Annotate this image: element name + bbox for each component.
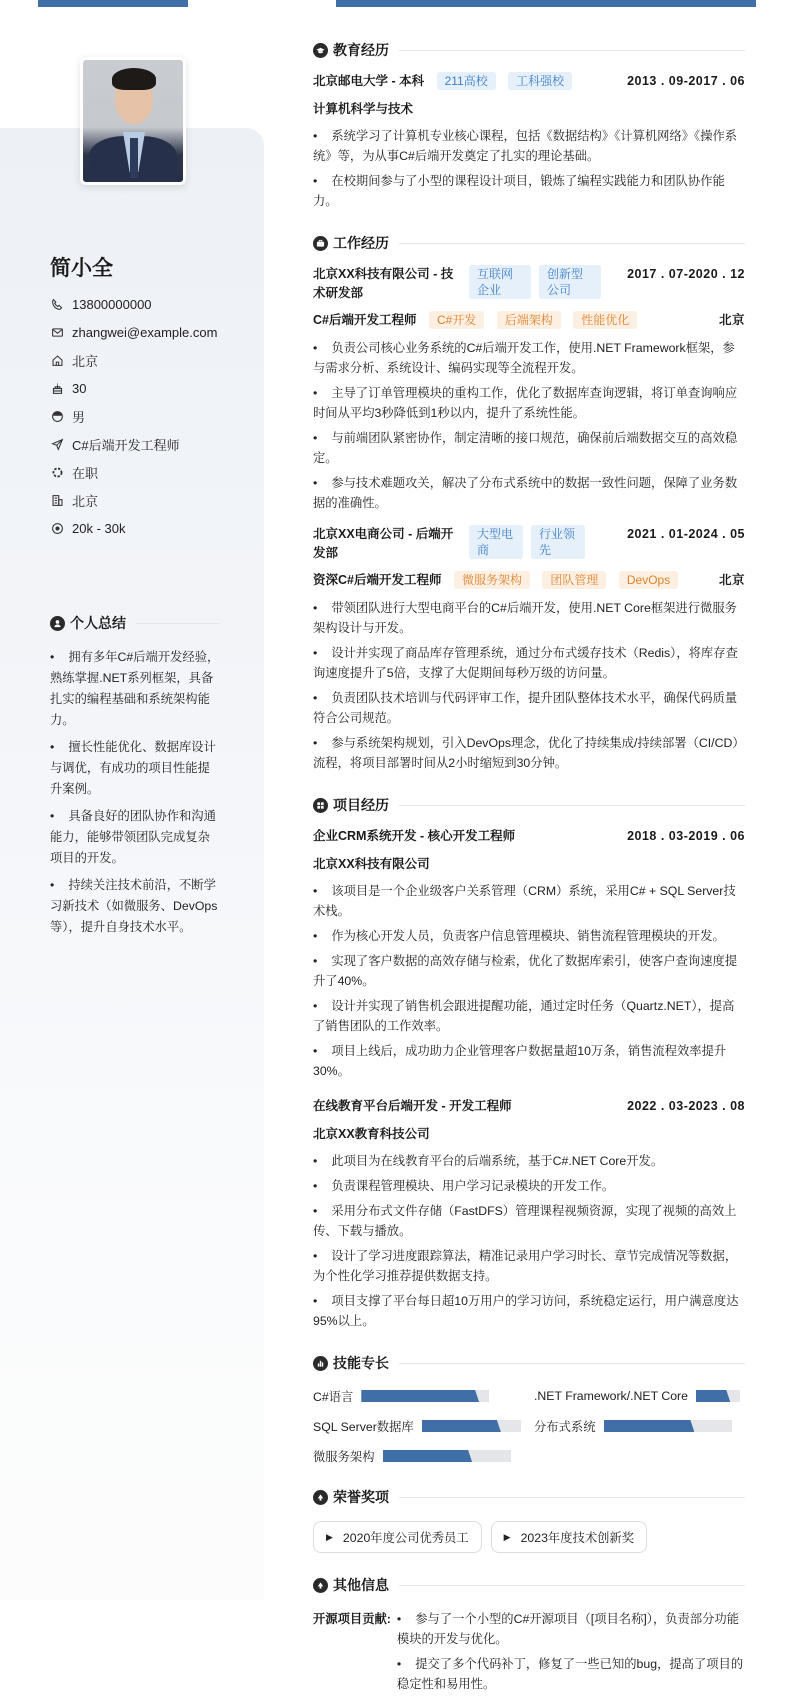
detail-item: • 作为核心开发人员，负责客户信息管理模块、销售流程管理模块的开发。 xyxy=(313,926,745,946)
bar-chart-icon xyxy=(313,1356,328,1371)
project-details xyxy=(313,881,745,1081)
skill-tag: DevOps xyxy=(619,571,678,589)
summary-item: • 拥有多年C#后端开发经验，熟练掌握.NET系列框架，具备扎实的编程基础和系统架构能力。 xyxy=(50,647,220,731)
project-details xyxy=(313,1151,745,1331)
detail-item: • 主导了订单管理模块的重构工作，优化了数据库查询逻辑，将订单查询响应时间从平均3秒降低到1秒以内，提升了系统性能。 xyxy=(313,383,745,423)
status-icon xyxy=(50,465,64,479)
detail-item: • 参与了一个小型的C#开源项目（[项目名称]），负责部分功能模块的开发与优化。 xyxy=(397,1609,745,1649)
summary-item: • 具备良好的团队协作和沟通能力，能够带领团队完成复杂项目的开发。 xyxy=(50,806,220,869)
divider xyxy=(399,243,745,244)
detail-item: • 项目上线后，成功助力企业管理客户数据量超10万条，销售流程效率提升30%。 xyxy=(313,1041,745,1081)
work-location: 北京 xyxy=(718,313,745,327)
open-source-contributions xyxy=(313,1609,745,1699)
detail-item: • 负责公司核心业务系统的C#后端开发工作，使用.NET Framework框架，参与需求分析、系统设计、编码实现等全流程开发。 xyxy=(313,338,745,378)
awards-section xyxy=(313,1487,745,1553)
work-entry xyxy=(313,265,745,513)
send-icon xyxy=(50,437,64,451)
work-section xyxy=(313,233,745,773)
skill-bar xyxy=(696,1390,740,1402)
work-details xyxy=(313,598,745,773)
skills-section xyxy=(313,1353,745,1465)
other-section xyxy=(313,1575,745,1699)
award-item[interactable]: ▶ 2020年度公司优秀员工 xyxy=(313,1521,482,1553)
work-details xyxy=(313,338,745,513)
home-icon xyxy=(50,353,64,367)
divider xyxy=(399,805,745,806)
accent-bar-left xyxy=(38,0,188,7)
salary-icon xyxy=(50,521,64,535)
detail-item: • 提交了多个代码补丁，修复了一些已知的bug，提高了项目的稳定性和易用性。 xyxy=(397,1654,745,1694)
detail-item: • 该项目是一个企业级客户关系管理（CRM）系统，采用C# + SQL Server技术栈。 xyxy=(313,881,745,921)
education-section xyxy=(313,40,745,211)
other-label: 开源项目贡献: xyxy=(313,1612,391,1626)
skill-item: 微服务架构 xyxy=(313,1447,524,1465)
contact-age: 30 xyxy=(50,374,250,402)
skill-item: 分布式系统 xyxy=(534,1417,745,1435)
contact-gender: 男 xyxy=(50,402,250,430)
skill-tag: C#开发 xyxy=(429,311,484,329)
divider xyxy=(399,1497,745,1498)
job-title: 资深C#后端开发工程师 xyxy=(313,573,442,587)
education-date: 2013 . 09-2017 . 06 xyxy=(627,74,745,88)
briefcase-icon xyxy=(313,236,328,251)
work-date: 2017 . 07-2020 . 12 xyxy=(627,267,745,281)
summary-section xyxy=(50,613,220,944)
skill-tag: 微服务架构 xyxy=(454,571,530,589)
skill-bar xyxy=(361,1390,489,1402)
skills-grid xyxy=(313,1387,745,1465)
award-item[interactable]: ▶ 2023年度技术创新奖 xyxy=(491,1521,647,1553)
detail-item: • 与前端团队紧密协作，制定清晰的接口规范，确保前后端数据交互的高效稳定。 xyxy=(313,428,745,468)
user-icon xyxy=(50,616,65,631)
detail-item: • 参与系统架构规划，引入DevOps理念，优化了持续集成/持续部署（CI/CD）流程，将项目部署时间从2小时缩短到30分钟。 xyxy=(313,733,745,773)
summary-header: 个人总结 xyxy=(50,613,220,633)
awards-header: 荣誉奖项 xyxy=(313,1487,745,1507)
awards-list xyxy=(313,1521,745,1553)
company-name: 北京XX电商公司 - 后端开发部 xyxy=(313,527,454,560)
school-tag: 工科强校 xyxy=(508,72,572,90)
project-entry xyxy=(313,827,745,1081)
skills-header: 技能专长 xyxy=(313,1353,745,1373)
projects-header: 项目经历 xyxy=(313,795,745,815)
school-name: 北京邮电大学 - 本科 xyxy=(313,74,425,88)
divider xyxy=(399,1363,745,1364)
work-header: 工作经历 xyxy=(313,233,745,253)
project-name: 在线教育平台后端开发 - 开发工程师 xyxy=(313,1099,512,1113)
detail-item: • 采用分布式文件存储（FastDFS）管理课程视频资源，实现了视频的高效上传、下载与播放。 xyxy=(313,1201,745,1241)
school-tag: 211高校 xyxy=(437,72,496,90)
contact-status: 在职 xyxy=(50,458,250,486)
contact-phone: 13800000000 xyxy=(50,290,250,318)
project-date: 2018 . 03-2019 . 06 xyxy=(627,829,745,843)
other-header: 其他信息 xyxy=(313,1575,745,1595)
project-company: 北京XX科技有限公司 xyxy=(313,857,430,871)
contact-city: 北京 xyxy=(50,486,250,514)
detail-item: • 设计并实现了销售机会跟进提醒功能，通过定时任务（Quartz.NET），提高了销售团队的工作效率。 xyxy=(313,996,745,1036)
contact-salary: 20k - 30k xyxy=(50,514,250,542)
divider xyxy=(399,1585,745,1586)
detail-item: • 负责课程管理模块、用户学习记录模块的开发工作。 xyxy=(313,1176,745,1196)
divider xyxy=(399,50,745,51)
skill-item: SQL Server数据库 xyxy=(313,1417,524,1435)
trophy-icon xyxy=(313,1490,328,1505)
detail-item: • 带领团队进行大型电商平台的C#后端开发，使用.NET Core框架进行微服务架构设计与开发。 xyxy=(313,598,745,638)
skill-tag: 后端架构 xyxy=(497,311,561,329)
projects-section xyxy=(313,795,745,1331)
skill-tag: 团队管理 xyxy=(542,571,606,589)
company-tag: 创新型公司 xyxy=(539,265,601,299)
skill-bar xyxy=(422,1420,521,1432)
detail-item: • 在校期间参与了小型的课程设计项目，锻炼了编程实践能力和团队协作能力。 xyxy=(313,171,745,211)
cake-icon xyxy=(50,381,64,395)
main-content xyxy=(313,40,745,1708)
contact-position: C#后端开发工程师 xyxy=(50,430,250,458)
detail-item: • 此项目为在线教育平台的后端系统，基于C#.NET Core开发。 xyxy=(313,1151,745,1171)
gender-icon xyxy=(50,409,64,423)
grid-icon xyxy=(313,798,328,813)
play-triangle-icon: ▶ xyxy=(503,1531,511,1542)
accent-bar-right xyxy=(336,0,756,7)
work-date: 2021 . 01-2024 . 05 xyxy=(627,527,745,541)
education-entry xyxy=(313,72,745,211)
building-icon xyxy=(50,493,64,507)
contact-location: 北京 xyxy=(50,346,250,374)
detail-item: • 实现了客户数据的高效存储与检索，优化了数据库索引，使客户查询速度提升了40%。 xyxy=(313,951,745,991)
summary-item: • 擅长性能优化、数据库设计与调优，有成功的项目性能提升案例。 xyxy=(50,737,220,800)
project-entry xyxy=(313,1097,745,1331)
contact-email: zhangwei@example.com xyxy=(50,318,250,346)
skill-item: .NET Framework/.NET Core xyxy=(534,1387,745,1405)
divider xyxy=(136,623,220,624)
education-header: 教育经历 xyxy=(313,40,745,60)
detail-item: • 设计并实现了商品库存管理系统，通过分布式缓存技术（Redis），将库存查询速度提升了5倍，支撑了大促期间每秒万级的访问量。 xyxy=(313,643,745,683)
skill-item: C#语言 xyxy=(313,1387,524,1405)
project-name: 企业CRM系统开发 - 核心开发工程师 xyxy=(313,829,516,843)
work-entry xyxy=(313,525,745,773)
avatar xyxy=(80,57,186,185)
detail-item: • 负责团队技术培训与代码评审工作，提升团队整体技术水平，确保代码质量符合公司规范。 xyxy=(313,688,745,728)
phone-icon xyxy=(50,297,64,311)
company-tag: 互联网企业 xyxy=(469,265,531,299)
education-details xyxy=(313,126,745,211)
contact-list xyxy=(50,290,250,542)
company-name: 北京XX科技有限公司 - 技术研发部 xyxy=(313,267,454,300)
summary-list xyxy=(50,647,220,938)
detail-item: • 项目支撑了平台每日超10万用户的学习访问，系统稳定运行，用户满意度达95%以上。 xyxy=(313,1291,745,1331)
company-tag: 行业领先 xyxy=(531,525,585,559)
job-title: C#后端开发工程师 xyxy=(313,313,417,327)
detail-item: • 系统学习了计算机专业核心课程，包括《数据结构》《计算机网络》《操作系统》等，为从事C#后端开发奠定了扎实的理论基础。 xyxy=(313,126,745,166)
graduation-cap-icon xyxy=(313,43,328,58)
skill-bar xyxy=(604,1420,732,1432)
work-location: 北京 xyxy=(718,573,745,587)
major: 计算机科学与技术 xyxy=(313,102,414,116)
detail-item: • 参与技术难题攻关，解决了分布式系统中的数据一致性问题，保障了业务数据的准确性。 xyxy=(313,473,745,513)
company-tag: 大型电商 xyxy=(469,525,523,559)
mail-icon xyxy=(50,325,64,339)
project-company: 北京XX教育科技公司 xyxy=(313,1127,430,1141)
detail-item: • 设计了学习进度跟踪算法，精准记录用户学习时长、章节完成情况等数据，为个性化学习推荐提供数据支持。 xyxy=(313,1246,745,1286)
summary-item: • 持续关注技术前沿，不断学习新技术（如微服务、DevOps等），提升自身技术水平。 xyxy=(50,875,220,938)
info-icon xyxy=(313,1578,328,1593)
skill-tag: 性能优化 xyxy=(573,311,637,329)
skill-bar xyxy=(383,1450,511,1462)
candidate-name: 简小全 xyxy=(50,257,113,280)
profile-photo xyxy=(83,60,183,182)
play-triangle-icon: ▶ xyxy=(326,1531,333,1542)
other-details xyxy=(397,1609,745,1699)
project-date: 2022 . 03-2023 . 08 xyxy=(627,1099,745,1113)
